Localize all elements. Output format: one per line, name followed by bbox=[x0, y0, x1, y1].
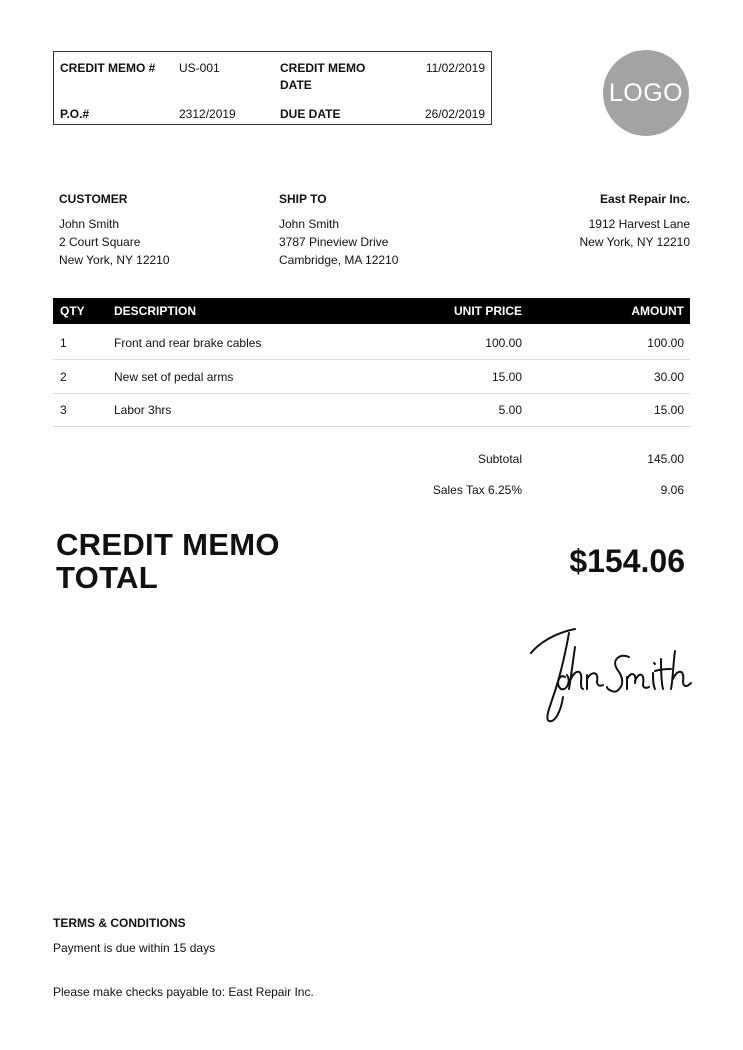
row-unit-price: 100.00 bbox=[485, 336, 522, 350]
memo-date-value: 11/02/2019 bbox=[425, 61, 485, 75]
unit-price-header: UNIT PRICE bbox=[453, 304, 522, 318]
row-amount: 15.00 bbox=[653, 403, 684, 417]
ship-to-label: SHIP TO bbox=[279, 192, 327, 206]
qty-header: QTY bbox=[60, 304, 85, 318]
due-date-label: DUE DATE bbox=[280, 107, 341, 121]
po-label: P.O.# bbox=[60, 107, 90, 121]
table-row bbox=[53, 326, 690, 360]
due-date-value: 26/02/2019 bbox=[424, 107, 485, 121]
row-description: Front and rear brake cables bbox=[114, 336, 262, 350]
memo-date-label-line2: DATE bbox=[280, 78, 312, 92]
terms-payable-to: Please make checks payable to: East Repair Inc. bbox=[53, 985, 314, 999]
signature-image bbox=[525, 625, 695, 725]
po-value: 2312/2019 bbox=[179, 107, 236, 121]
company-street: 1912 Harvest Lane bbox=[588, 217, 690, 231]
total-title-line2: TOTAL bbox=[56, 560, 158, 595]
terms-label: TERMS & CONDITIONS bbox=[53, 916, 186, 930]
memo-number-label: CREDIT MEMO # bbox=[60, 61, 156, 75]
credit-memo-total-amount: $154.06 bbox=[569, 543, 685, 579]
row-description: Labor 3hrs bbox=[114, 403, 172, 417]
sales-tax-label: Sales Tax 6.25% bbox=[432, 483, 522, 497]
total-title-line1: CREDIT MEMO bbox=[56, 527, 280, 562]
row-description: New set of pedal arms bbox=[114, 370, 234, 384]
customer-city: New York, NY 12210 bbox=[59, 253, 170, 267]
company-name: East Repair Inc. bbox=[599, 192, 690, 206]
ship-to-city: Cambridge, MA 12210 bbox=[279, 253, 399, 267]
ship-to-name: John Smith bbox=[279, 217, 340, 231]
credit-memo-meta-box bbox=[53, 51, 492, 125]
row-unit-price: 15.00 bbox=[491, 370, 522, 384]
row-qty: 2 bbox=[60, 370, 67, 384]
row-amount: 100.00 bbox=[647, 336, 684, 350]
subtotal-value: 145.00 bbox=[647, 452, 684, 466]
row-qty: 1 bbox=[60, 336, 67, 350]
row-amount: 30.00 bbox=[653, 370, 684, 384]
company-block bbox=[579, 192, 690, 251]
row-unit-price: 5.00 bbox=[498, 403, 522, 417]
row-qty: 3 bbox=[60, 403, 67, 417]
company-city: New York, NY 12210 bbox=[579, 235, 690, 249]
amount-header: AMOUNT bbox=[631, 304, 684, 318]
table-row bbox=[53, 393, 690, 427]
subtotal-label: Subtotal bbox=[477, 452, 522, 466]
company-logo: LOGO bbox=[603, 50, 689, 136]
ship-to-block bbox=[279, 192, 398, 269]
credit-memo-total-title bbox=[56, 528, 280, 594]
customer-block bbox=[59, 192, 170, 269]
memo-date-label-line1: CREDIT MEMO bbox=[280, 61, 366, 75]
sales-tax-value: 9.06 bbox=[660, 483, 684, 497]
terms-section bbox=[53, 916, 314, 999]
terms-payment-due: Payment is due within 15 days bbox=[53, 941, 216, 955]
ship-to-street: 3787 Pineview Drive bbox=[279, 235, 389, 249]
customer-name: John Smith bbox=[59, 217, 120, 231]
items-table-header bbox=[53, 298, 690, 324]
customer-label: CUSTOMER bbox=[59, 192, 128, 206]
memo-number-value: US-001 bbox=[179, 61, 220, 75]
description-header: DESCRIPTION bbox=[114, 304, 197, 318]
table-row bbox=[53, 360, 690, 394]
customer-street: 2 Court Square bbox=[59, 235, 141, 249]
